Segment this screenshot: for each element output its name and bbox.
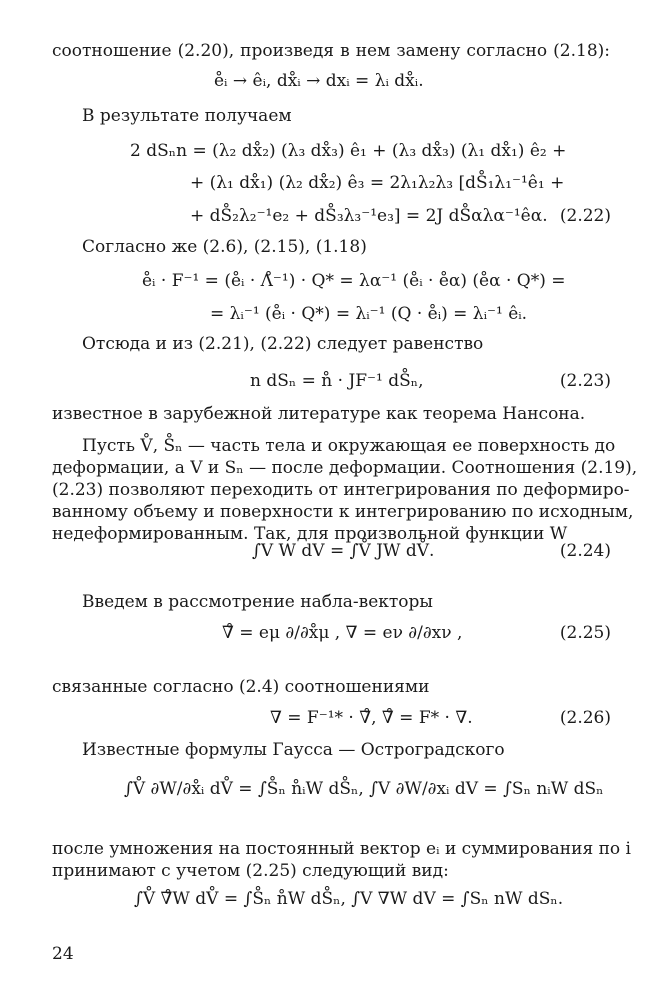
formula: ∫V W dV = ∫V̊ JW dV̊. [252, 541, 435, 561]
text-line: (2.23) позволяют переходить от интегрирования по деформиро- [52, 480, 630, 500]
text-line: принимают с учетом (2.25) следующий вид: [52, 861, 449, 881]
text-line: недеформированным. Так, для произвольной функции W [52, 524, 568, 544]
equation-number: (2.22) [559, 206, 611, 226]
formula: n dSₙ = n̊ · JF⁻¹ dS̊ₙ, [250, 371, 424, 391]
text-line: деформации, а V и Sₙ — после деформации. Соотношения (2.19), [52, 458, 638, 478]
text-line: после умножения на постоянный вектор eᵢ и суммирования по i [52, 839, 631, 859]
text-line: Известные формулы Гаусса — Остроградского [82, 740, 505, 760]
text-line: Введем в рассмотрение набла-векторы [82, 592, 433, 612]
equation-number: (2.26) [559, 708, 611, 728]
text-line: известное в зарубежной литературе как теорема Нансона. [52, 404, 586, 424]
formula: ∇̊ = eμ ∂/∂x̊μ , ∇ = eν ∂/∂xν , [222, 623, 463, 643]
text-line: связанные согласно (2.4) соотношениями [52, 677, 430, 697]
formula: ∇ = F⁻¹* · ∇̊, ∇̊ = F* · ∇. [270, 708, 473, 728]
text-line: Пусть V̊, S̊ₙ — часть тела и окружающая ее поверхность до [82, 436, 616, 456]
text-line: ванному объему и поверхности к интегрированию по исходным, [52, 502, 634, 522]
formula: e̊ᵢ · F⁻¹ = (e̊ᵢ · Λ̊⁻¹) · Q* = λα⁻¹ (e̊ᵢ · e̊α) (e̊α · Q*) = [142, 271, 566, 291]
formula: + (λ₁ dx̊₁) (λ₂ dx̊₂) ê₃ = 2λ₁λ₂λ₃ [dS̊₁λ₁⁻¹ê₁ + [190, 173, 565, 193]
text-line: соотношение (2.20), произведя в нем замену согласно (2.18): [52, 41, 610, 61]
text-line: В результате получаем [82, 106, 292, 126]
formula: ∫V̊ ∂W/∂x̊ᵢ dV̊ = ∫S̊ₙ n̊ᵢW dS̊ₙ, ∫V ∂W/∂xᵢ dV = ∫Sₙ nᵢW dSₙ [124, 779, 604, 799]
equation-number: (2.24) [559, 541, 611, 561]
formula: 2 dSₙn = (λ₂ dx̊₂) (λ₃ dx̊₃) ê₁ + (λ₃ dx̊₃) (λ₁ dx̊₁) ê₂ + [130, 141, 567, 161]
page-number: 24 [52, 944, 74, 964]
text-line: Отсюда и из (2.21), (2.22) следует равенство [82, 334, 484, 354]
equation-number: (2.23) [559, 371, 611, 391]
formula: = λᵢ⁻¹ (e̊ᵢ · Q*) = λᵢ⁻¹ (Q · e̊ᵢ) = λᵢ⁻¹ êᵢ. [210, 304, 528, 324]
text-line: Согласно же (2.6), (2.15), (1.18) [82, 237, 367, 257]
formula: e̊ᵢ → êᵢ, dx̊ᵢ → dxᵢ = λᵢ dx̊ᵢ. [214, 71, 424, 91]
equation-number: (2.25) [559, 623, 611, 643]
formula: ∫V̊ ∇̊W dV̊ = ∫S̊ₙ n̊W dS̊ₙ, ∫V ∇W dV = ∫Sₙ nW dSₙ. [134, 889, 564, 909]
formula: + dS̊₂λ₂⁻¹e₂ + dS̊₃λ₃⁻¹e₃] = 2J dS̊αλα⁻¹êα. [190, 206, 548, 226]
